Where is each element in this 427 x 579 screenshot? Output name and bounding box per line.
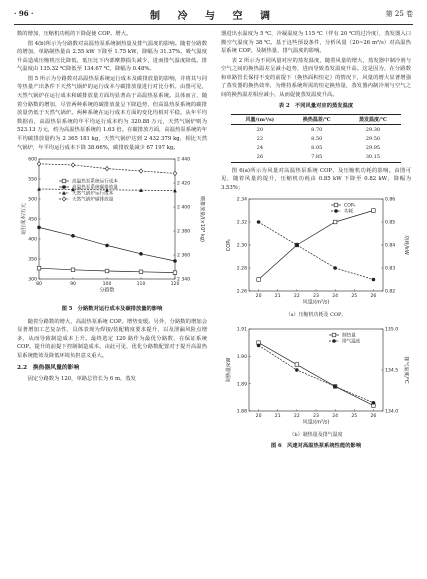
- figure-6a-chart: [223, 193, 409, 311]
- y2-tick-label: 2 420: [177, 181, 191, 187]
- x-tick-label: 22: [293, 413, 300, 419]
- table-cell: 26: [256, 154, 264, 161]
- figure-6a-subcaption: （a）压缩机功耗及 COP。: [285, 312, 347, 319]
- y2-axis-label: 碳排放量/(×10³ kg): [199, 196, 205, 242]
- y2-tick-label: 0.85: [385, 221, 396, 227]
- table-cell: 8.70: [311, 126, 323, 133]
- legend-swatch-marker: [334, 204, 338, 208]
- y2-tick-label: 134.0: [385, 409, 399, 415]
- series-line: [259, 345, 374, 402]
- legend-swatch-marker: [62, 185, 66, 189]
- x-tick-label: 26: [370, 294, 377, 300]
- x-tick-label: 90: [70, 282, 76, 288]
- x-tick-label: 20: [255, 413, 262, 419]
- x-tick-label: 25: [351, 294, 358, 300]
- x-tick-label: 21: [274, 294, 281, 300]
- table-row: [231, 143, 401, 152]
- x-tick-label: 23: [313, 294, 319, 300]
- x-tick-label: 24: [332, 413, 339, 419]
- legend-swatch-marker: [62, 197, 66, 201]
- table-row: [231, 153, 401, 163]
- paragraph: 固定分路数为 120，单路总管长为 6 m，蒸发: [27, 375, 136, 382]
- paragraph: 图 5 所示为分路数对高温热泵系统运行成本及碳排放量的影响，并将其与同等热量产出条件下天然气锅炉的运行成本与碳排放量进行对比分析。由图可见，天然气锅炉在运行成本和碳排放量方面均显著高于高温热泵系统。具体而言，随着分路数的增加，尽管两种系统的碳排放量呈下降趋势，但高温热泵系统的碳排放量仍低于天然气锅炉。两种系统在运行成本方面的变化均相对平稳。从年平均数据看，高温热泵系统的年平均运行成本约为 320.88 万元，天然气锅炉则为 523.13 万元，约为高温热泵系统的 1.63 倍。在碳排放方面，高温热泵系统的年平均碳排放量约为 2 365 181 kg，天然气锅炉达到 2 432 379 kg，相比天然气锅炉，年平均运行成本下降 38.66%，碳排放量减少 67 197 kg。: [17, 75, 207, 151]
- data-point: [295, 244, 299, 248]
- y2-tick-label: 134.5: [385, 368, 399, 374]
- data-point: [105, 269, 109, 273]
- y-tick-label: 600: [28, 157, 37, 163]
- paragraph: 随着分路数的增大，高温热泵系统 COP。增势变缓。另外，分路数的增加会显著增加工艺复杂性，具体表现为焊接/装配精度要求提升，以及泄漏风险点增多，从而导致制造成本上升。最终选定 120 路作为最优分路数，在保证系统 COP。提升的前提下控制制造成本。由此可见，优化分路数配置对于提升高温热泵系统能效及降低环境负担意义重大。: [17, 318, 207, 359]
- y-axis-label: 运行成本/万元: [21, 203, 27, 235]
- data-point: [139, 169, 143, 173]
- data-point: [333, 384, 337, 388]
- y-tick-label: 2.30: [236, 244, 247, 250]
- x-axis-label: 风量/(m³/s): [302, 419, 330, 425]
- data-point: [173, 271, 177, 275]
- paragraph: 图 6(a)所示为风量对高温热泵系统 COP。及压缩机功耗的影响。由图可见，随着风量的提升，压缩机功耗由 0.85 kW 下降至 0.82 kW，降幅为 3.53%；: [221, 167, 411, 191]
- legend-label: 天然气锅炉碳排放量: [72, 197, 114, 203]
- x-tick-label: 26: [370, 413, 377, 419]
- series-line: [259, 222, 374, 280]
- data-point: [372, 401, 376, 405]
- y-tick-label: 550: [28, 177, 37, 183]
- y-axis-label: COPₕ: [226, 239, 232, 252]
- table-cell: 20: [256, 126, 264, 133]
- data-point: [295, 368, 299, 372]
- y-tick-label: 2.26: [236, 290, 247, 296]
- table-header-row: [231, 115, 401, 125]
- y-tick-label: 1.90: [236, 354, 247, 360]
- data-point: [71, 234, 75, 238]
- data-point: [71, 268, 75, 272]
- x-tick-label: 110: [136, 282, 146, 288]
- y-tick-label: 1.89: [236, 381, 247, 387]
- x-tick-label: 23: [313, 413, 319, 419]
- plot-frame: [249, 199, 383, 291]
- x-tick-label: 24: [332, 294, 339, 300]
- y2-axis-label: 排气温度/℃: [403, 355, 409, 384]
- x-tick-label: 100: [102, 282, 112, 288]
- data-point: [257, 278, 261, 282]
- data-point: [173, 171, 177, 175]
- data-point: [37, 162, 41, 166]
- plot-frame: [39, 159, 175, 279]
- paragraph: 表 2 所示为不同风量对应的蒸发温度，随着风量的增大，蒸发器中制冷剂与空气之间的换热温差呈减小趋势，进而导致蒸发温度升高。这是因为，在分路数和单路管长保持不变的前提下（换热面积恒定）的情况下，风量的增大显著增强了蒸发器的换热效率，为维持系统所需的恒定换热量，蒸发器内制冷剂与空气之间的换热温差相应减小，从而促使蒸发温度升高。: [221, 57, 411, 99]
- table-header-cell: 风量/(m³/s): [245, 116, 275, 123]
- data-point: [257, 221, 261, 225]
- table-header-cell: 蒸发温度/℃: [359, 116, 387, 123]
- legend-label: 天然气锅炉运行成本: [72, 191, 114, 197]
- data-point: [105, 166, 109, 170]
- data-point: [139, 252, 143, 256]
- x-tick-label: 25: [351, 413, 358, 419]
- data-point: [257, 343, 261, 347]
- table-cell: 8.50: [311, 135, 323, 142]
- table-header-cell: 换热温差/℃: [302, 116, 331, 123]
- x-tick-label: 22: [293, 294, 300, 300]
- y-axis-label: 制热量/kW: [226, 357, 232, 382]
- table-2: [231, 114, 401, 162]
- y2-tick-label: 2 380: [177, 229, 191, 235]
- y2-tick-label: 135.0: [385, 327, 399, 333]
- table-cell: 8.05: [311, 144, 323, 151]
- y-tick-label: 1.91: [236, 327, 247, 333]
- data-point: [173, 259, 177, 263]
- y2-tick-label: 0.83: [385, 267, 396, 273]
- table-cell: 7.85: [311, 154, 323, 161]
- table-cell: 30.15: [365, 154, 381, 161]
- legend-swatch-marker: [62, 179, 66, 183]
- y-tick-label: 300: [28, 277, 37, 283]
- data-point: [295, 362, 299, 366]
- page-header: [14, 8, 413, 25]
- y2-tick-label: 0.84: [385, 244, 396, 250]
- series-line: [259, 342, 374, 405]
- paragraph: 数的增加，压缩机功耗的下降促使 COP。增大。: [17, 31, 132, 37]
- figure-6b-subcaption: （b）制热量及排气温度: [289, 431, 343, 438]
- y-tick-label: 2.34: [236, 198, 247, 204]
- data-point: [71, 163, 75, 167]
- table-cell: 24: [256, 144, 264, 151]
- y2-tick-label: 0.86: [385, 198, 396, 204]
- figure-5-chart: [19, 153, 205, 303]
- data-point: [139, 270, 143, 274]
- y2-tick-label: 2 340: [177, 277, 191, 283]
- legend-swatch-marker: [332, 333, 336, 337]
- data-point: [333, 221, 337, 225]
- table-row: [231, 134, 401, 143]
- figure-6-caption: 图 6 风速对高温热泵系统性能的影响: [270, 442, 362, 449]
- data-point: [37, 226, 41, 230]
- figure-6b-chart: [223, 323, 409, 431]
- figure-5-caption: 图 5 分路数对运行成本及碳排放量的影响: [61, 306, 163, 313]
- legend-label: 排气温度: [342, 339, 361, 345]
- y-tick-label: 450: [28, 217, 37, 223]
- x-tick-label: 20: [255, 294, 262, 300]
- x-axis-label: 分路数: [99, 287, 115, 294]
- data-point: [372, 278, 376, 282]
- data-point: [372, 209, 376, 213]
- table-cell: 29.30: [365, 126, 381, 133]
- plot-frame: [249, 329, 383, 411]
- y-tick-label: 2.28: [236, 267, 247, 273]
- legend-swatch-marker: [334, 210, 338, 214]
- legend-label: 高温热泵系统碳排放量: [72, 185, 118, 191]
- y2-tick-label: 2 440: [177, 157, 191, 163]
- series-line: [259, 211, 374, 280]
- y2-axis-label: 功耗/kW: [403, 235, 409, 256]
- x-axis-label: 风量/(m³/s): [302, 299, 330, 306]
- data-point: [37, 266, 41, 270]
- legend-label: 制热量: [342, 333, 356, 339]
- y-tick-label: 400: [28, 237, 37, 243]
- y-tick-label: 500: [28, 197, 37, 203]
- legend-label: 功耗: [344, 210, 354, 216]
- legend-label: COPₕ: [344, 204, 356, 210]
- table-row: [231, 125, 401, 135]
- table-2-caption: 表 2 不同风量对应的蒸发温度: [278, 102, 354, 109]
- y-tick-label: 1.88: [236, 409, 247, 415]
- section-heading: 2.2 换热器风量的影响: [17, 364, 80, 371]
- paragraph: 器进出水温度为 5 ℃，冷凝温度为 115 ℃（伴有 20 ℃的过冷度），蒸发器入口搬空气温度为 38 ℃。基于这些预设条件，分析风量（20~26 m³/s）对高温热泵系统 COP。及制热量、排气温度的影响。: [221, 31, 411, 55]
- y-tick-label: 350: [28, 257, 37, 263]
- data-point: [333, 267, 337, 271]
- x-tick-label: 80: [36, 282, 42, 288]
- y2-tick-label: 2 400: [177, 205, 191, 211]
- data-point: [105, 244, 109, 248]
- y2-tick-label: 0.82: [385, 290, 396, 296]
- x-tick-label: 21: [274, 413, 281, 419]
- legend-swatch-marker: [332, 339, 336, 343]
- y-tick-label: 2.32: [236, 221, 247, 227]
- table-cell: 29.50: [365, 135, 381, 142]
- y2-tick-label: 2 360: [177, 253, 191, 259]
- page-number: · 96 ·: [14, 9, 34, 18]
- volume-label: 第 25 卷: [385, 10, 413, 18]
- journal-title: 制 冷 与 空 调: [150, 11, 277, 22]
- left-column: [17, 30, 207, 385]
- legend-label: 高温热泵系统运行成本: [72, 179, 118, 185]
- table-cell: 29.95: [365, 144, 381, 151]
- paragraph: 图 4(b)所示为分路数对高温热泵系统制热量及排气温度的影响。随着分路数的增加，单路制热量由 2.55 kW 下降至 1.75 kW，降幅为 31.37%。吸气温度升高造成压缩机压比降低，低压比下内部摩擦损失减少，进而排气温度降低。排气温度由 135.32 ℃降低至 134.67 ℃，降幅为 0.48%。: [17, 40, 207, 73]
- table-cell: 22: [256, 135, 264, 142]
- x-tick-label: 120: [170, 282, 180, 288]
- right-column: [221, 30, 411, 454]
